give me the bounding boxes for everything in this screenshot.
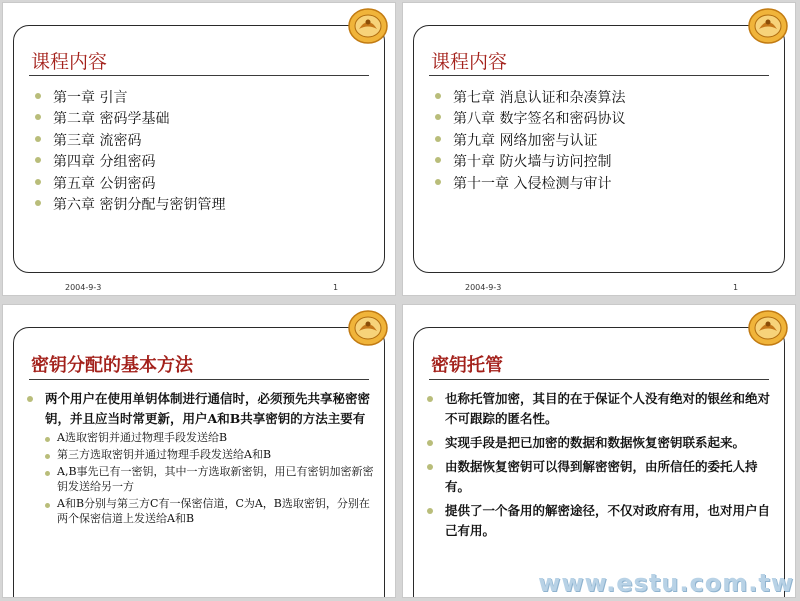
bullet-icon: [35, 93, 41, 99]
list-item: 也称托管加密，其目的在于保证个人没有绝对的银丝和绝对不可跟踪的匿名性。: [427, 389, 777, 429]
bullet-icon: [45, 454, 50, 459]
university-seal-icon: [747, 7, 789, 45]
bullet-icon: [435, 157, 441, 163]
list-item: 两个用户在使用单钥体制进行通信时，必须预先共享秘密密钥，并且应当时常更新，用户A和B共享密钥的方法主要有 A选取密钥并通过物理手段发送给B 第三方选取密钥并通过物理手段发送给A和B A,B事先已有一密钥，其中一方选取新密钥，用已有密钥加密新密钥发送给另一方 A和B分别与第三方C有一保密信道，C为A，B选取密钥，分别在两个保密信道上发送给A和B: [27, 389, 377, 526]
list-item: 第一章 引言: [35, 87, 225, 108]
slide-4: [402, 304, 796, 598]
slide-2: [402, 2, 796, 296]
bullet-icon: [45, 503, 50, 508]
bullet-icon: [427, 396, 433, 402]
chapter-list: [35, 87, 225, 215]
site-watermark: www.estu.com.tw: [538, 569, 794, 597]
bullet-icon: [427, 464, 433, 470]
bullet-icon: [435, 136, 441, 142]
content-list: [27, 389, 377, 528]
slide-number: 1: [333, 283, 339, 292]
title-divider: [429, 75, 769, 76]
bullet-icon: [45, 471, 50, 476]
slide-3: [2, 304, 396, 598]
slide-number: 1: [733, 283, 739, 292]
sub-list-item: 第三方选取密钥并通过物理手段发送给A和B: [45, 447, 377, 462]
list-item: 第八章 数字签名和密码协议: [435, 108, 625, 129]
list-item: 第二章 密码学基础: [35, 108, 225, 129]
bullet-icon: [27, 396, 33, 402]
bullet-icon: [427, 508, 433, 514]
title-divider: [429, 379, 769, 380]
slide-title: 课程内容: [431, 51, 508, 73]
slide-title: 密钥托管: [431, 355, 503, 376]
university-seal-icon: [747, 309, 789, 347]
bullet-icon: [435, 93, 441, 99]
bullet-icon: [35, 179, 41, 185]
content-list: [427, 389, 777, 545]
slide-date: 2004-9-3: [65, 283, 102, 292]
university-seal-icon: [347, 309, 389, 347]
list-item: 提供了一个备用的解密途径，不仅对政府有用，也对用户自己有用。: [427, 501, 777, 541]
sub-list-item: A,B事先已有一密钥，其中一方选取新密钥，用已有密钥加密新密钥发送给另一方: [45, 464, 377, 494]
university-seal-icon: [347, 7, 389, 45]
bullet-icon: [45, 437, 50, 442]
title-divider: [29, 75, 369, 76]
list-item: 第五章 公钥密码: [35, 173, 225, 194]
slide-title: 课程内容: [31, 51, 108, 73]
sub-list: [45, 430, 377, 526]
bullet-icon: [435, 114, 441, 120]
bullet-icon: [35, 114, 41, 120]
list-item: 第九章 网络加密与认证: [435, 130, 625, 151]
list-item: 第六章 密钥分配与密钥管理: [35, 194, 225, 215]
list-item: 第十一章 入侵检测与审计: [435, 173, 625, 194]
sub-list-item: A选取密钥并通过物理手段发送给B: [45, 430, 377, 445]
bullet-icon: [427, 440, 433, 446]
bullet-icon: [35, 157, 41, 163]
bullet-icon: [35, 200, 41, 206]
list-item: 第三章 流密码: [35, 130, 225, 151]
list-item: 第四章 分组密码: [35, 151, 225, 172]
slide-title: 密钥分配的基本方法: [31, 355, 193, 376]
slide-1: [2, 2, 396, 296]
list-item: 第十章 防火墙与访问控制: [435, 151, 625, 172]
list-item: 由数据恢复密钥可以得到解密密钥，由所信任的委托人持有。: [427, 457, 777, 497]
bullet-icon: [35, 136, 41, 142]
bullet-icon: [435, 179, 441, 185]
list-item: 实现手段是把已加密的数据和数据恢复密钥联系起来。: [427, 433, 777, 453]
chapter-list: [435, 87, 625, 194]
list-item: 第七章 消息认证和杂凑算法: [435, 87, 625, 108]
title-divider: [29, 379, 369, 380]
slide-date: 2004-9-3: [465, 283, 502, 292]
sub-list-item: A和B分别与第三方C有一保密信道，C为A，B选取密钥，分别在两个保密信道上发送给A和B: [45, 496, 377, 526]
